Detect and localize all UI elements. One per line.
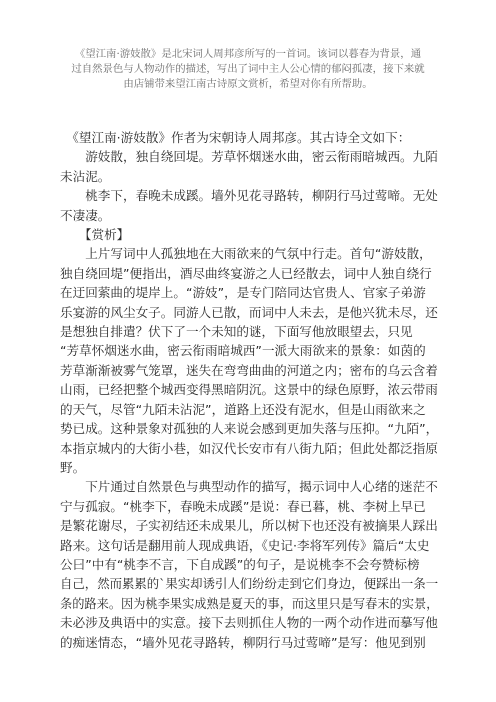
paragraph (60, 477, 438, 652)
text-line: 是繁花谢尽，子实初结还未成果儿，所以树下也还没有被摘果人踩出 (60, 518, 438, 534)
text-line: 的痴迷情态，“墙外见花寻路转，柳阴行马过莺啼”是写：他见到别 (60, 634, 426, 650)
text-line: 山雨，已经把整个城西变得黑暗阴沉。这景中的绿色原野，浓云带雨 (60, 382, 438, 398)
paragraph (60, 147, 438, 186)
text-line: 自己，然而累累的`果实却诱引人们纷纷走到它们身边，便踩出一条一 (60, 576, 439, 592)
text-line: 在迂回萦曲的堤岸上。“游妓”，是专门陪同达官贵人、官家子弟游 (60, 285, 426, 301)
text-line: 下片通过自然景色与典型动作的描写，揭示词中人心绪的迷茫不 (60, 479, 438, 495)
text-line: 独自绕回堤”便指出，酒尽曲终宴游之人已经散去，词中人独自绕行 (60, 265, 432, 281)
intro-line: 《望江南·游妓散》是北宋词人周邦彦所写的一首词。该词以暮春为背景，通 (74, 48, 422, 60)
text-line: 宁与孤寂。“桃李下，春晚未成蹊”是说：春已暮，桃、李树上早已 (60, 498, 426, 514)
text-line: 路来。这句话是翻用前人现成典语，《史记·李将军列传》篇后“太史 (60, 537, 430, 553)
text-line: 的天气，尽管“九陌未沾泥”，道路上还没有泥水，但是山雨欲来之 (60, 401, 426, 417)
text-line: 势已成。这种景象对孤独的人来说会感到更加失落与压抑。“九陌”， (60, 421, 439, 437)
text-line: 乐宴游的风尘女子。同游人已散，而词中人未去，是他兴犹未尽，还 (60, 304, 438, 320)
intro-line: 由店铺带来望江南古诗原文赏析，希望对你有所帮助。 (123, 78, 373, 90)
paragraph (60, 225, 438, 244)
text-line: “芳草怀烟迷水曲，密云衔雨暗城西”一派大雨欲来的景象：如茵的 (60, 343, 426, 359)
text-line: 野。 (60, 459, 86, 475)
text-line: 《望江南·游妓散》作者为宋朝诗人周邦彦。其古诗全文如下： (60, 130, 411, 145)
text-line: 上片写词中人孤独地在大雨欲来的气氛中行走。首句“游妓散， (60, 246, 432, 262)
intro-line: 过自然景色与人物动作的描述，写出了词中主人公心情的郁闷孤凄，接下来就 (71, 63, 425, 75)
text-line: 【赏析】 (60, 227, 130, 243)
text-line: 未必涉及典语中的实意。接下去则抓住人物的一两个动作进而摹写他 (60, 615, 438, 631)
paragraph (60, 128, 438, 147)
text-line: 是想独自排遣？伏下了一个未知的谜，下面写他放眼望去，只见 (60, 324, 413, 340)
article-body (60, 128, 438, 652)
text-line: 不凄凄。 (60, 207, 111, 223)
text-line: 公曰”中有“桃李不言，下自成蹊”的句子，是说桃李不会夸赞标榜 (60, 556, 420, 572)
paragraph (60, 186, 438, 225)
text-line: 条的路来。因为桃李果实成熟是夏天的事，而这里只是写春末的实景， (60, 595, 439, 611)
text-line: 游妓散，独自绕回堤。芳草怀烟迷水曲，密云衔雨暗城西。九陌 (60, 149, 438, 165)
text-line: 本指京城内的大街小巷，如汉代长安市有八街九陌；但此处都泛指原 (60, 440, 438, 456)
intro-summary (62, 47, 434, 92)
text-line: 未沾泥。 (60, 168, 111, 184)
text-line: 芳草渐渐被雾气笼罩，迷失在弯弯曲曲的河道之内；密布的乌云含着 (60, 362, 438, 378)
paragraph (60, 244, 438, 477)
text-line: 桃李下，春晚未成蹊。墙外见花寻路转，柳阴行马过莺啼。无处 (60, 188, 438, 204)
